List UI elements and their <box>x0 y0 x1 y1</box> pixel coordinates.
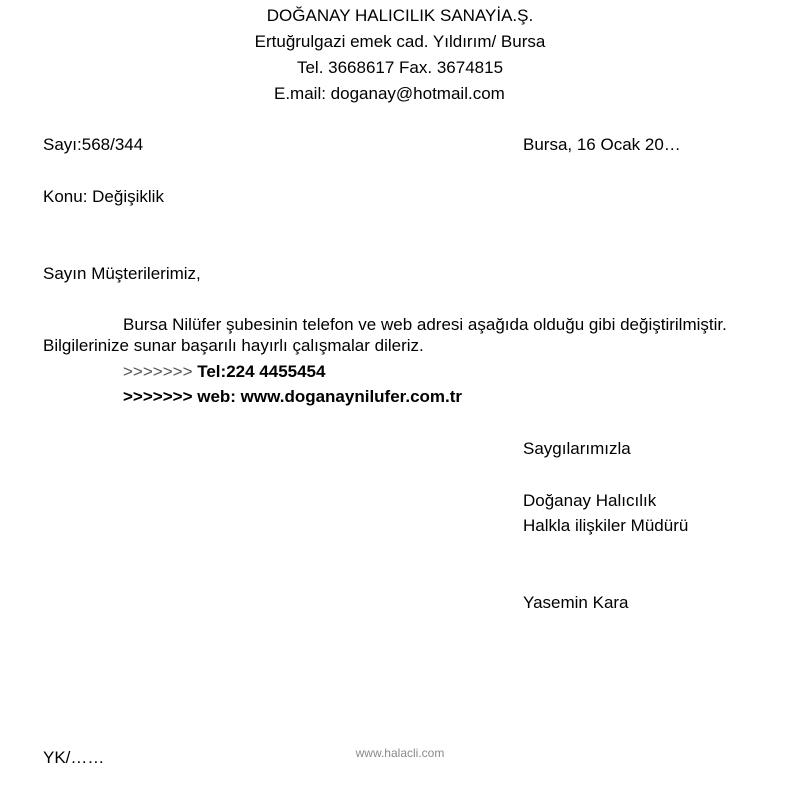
subject-line: Konu: Değişiklik <box>43 187 164 206</box>
web-arrows: >>>>>>> <box>123 387 193 406</box>
typist-initials: YK/…… <box>43 748 105 767</box>
new-web-line <box>123 386 462 408</box>
company-name: DOĞANAY HALICILIK SANAYİA.Ş. <box>266 6 534 25</box>
signatory-name: Yasemin Kara <box>523 593 629 612</box>
salutation: Sayın Müşterilerimiz, <box>43 264 201 283</box>
new-phone: Tel:224 4455454 <box>197 362 326 381</box>
closing-title: Halkla ilişkiler Müdürü <box>523 516 689 535</box>
company-address: Ertuğrulgazi emek cad. Yıldırım/ Bursa <box>254 32 546 51</box>
closing-company: Doğanay Halıcılık <box>523 491 657 510</box>
company-email: E.mail: doganay@hotmail.com <box>274 84 505 103</box>
closing-regards: Saygılarımızla <box>523 439 631 458</box>
body-paragraph-line-2: Bilgilerinize sunar başarılı hayırlı çalışmalar dileriz. <box>43 336 424 355</box>
new-phone-line <box>123 361 325 383</box>
reference-number: Sayı:568/344 <box>43 135 144 154</box>
new-web-address: web: www.doganaynilufer.com.tr <box>197 387 463 406</box>
body-paragraph-line-1: Bursa Nilüfer şubesinin telefon ve web adresi aşağıda olduğu gibi değiştirilmiştir. <box>123 315 727 334</box>
watermark-text: www.halacli.com <box>355 746 445 760</box>
company-phone-fax: Tel. 3668617 Fax. 3674815 <box>296 58 504 77</box>
phone-arrows: >>>>>>> <box>123 362 193 381</box>
place-date: Bursa, 16 Ocak 20… <box>523 135 681 154</box>
